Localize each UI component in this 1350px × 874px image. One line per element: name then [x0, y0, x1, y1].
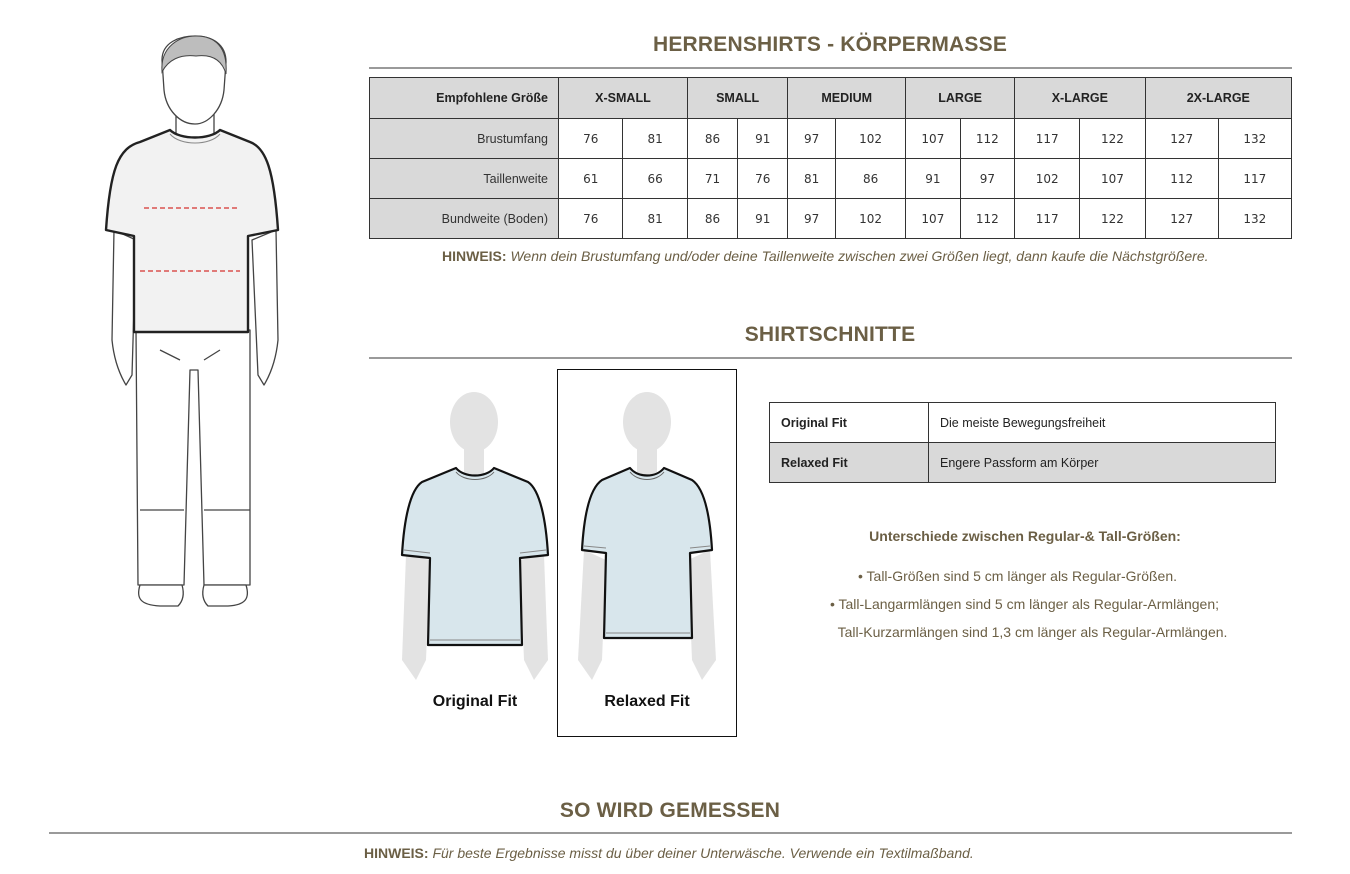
row-label: Bundweite (Boden) [370, 199, 559, 239]
table-cell: 102 [836, 119, 906, 159]
row-label: Brustumfang [370, 119, 559, 159]
table-cell: 117 [1218, 159, 1291, 199]
table-cell: 71 [687, 159, 737, 199]
table-cell: 122 [1080, 199, 1145, 239]
table-cell: 102 [836, 199, 906, 239]
howto-title: SO WIRD GEMESSEN [559, 799, 781, 822]
size-chart-table [369, 77, 1292, 239]
table-cell: 91 [738, 119, 788, 159]
fit-description: Die meiste Bewegungsfreiheit [929, 403, 1276, 443]
relaxed-fit-illustration [570, 390, 724, 690]
table-cell: 102 [1015, 159, 1080, 199]
table-row-taillenweite [370, 159, 1292, 199]
size-header-x-large: X-LARGE [1015, 78, 1145, 119]
regular-tall-line: • Tall-Größen sind 5 cm länger als Regular-Größen. [858, 568, 1177, 584]
size-header-medium: MEDIUM [788, 78, 906, 119]
fit-description: Engere Passform am Körper [929, 443, 1276, 483]
table-cell: 76 [738, 159, 788, 199]
note-text: Wenn dein Brustumfang und/oder deine Taillenweite zwischen zwei Größen liegt, dann kaufe die Nächstgrößere. [506, 248, 1209, 264]
relaxed-fit-label: Relaxed Fit [604, 693, 690, 710]
table-cell: 81 [788, 159, 836, 199]
measures-title: HERRENSHIRTS - KÖRPERMASSE [652, 33, 1008, 56]
howto-title-rule [49, 832, 1292, 834]
fit-name: Relaxed Fit [770, 443, 929, 483]
table-cell: 81 [623, 199, 687, 239]
table-cell: 76 [559, 199, 623, 239]
table-row [770, 443, 1276, 483]
table-cell: 107 [1080, 159, 1145, 199]
size-header-2x-large: 2X-LARGE [1145, 78, 1291, 119]
table-cell: 117 [1015, 119, 1080, 159]
table-row [770, 403, 1276, 443]
fits-title-rule [369, 357, 1292, 359]
regular-tall-line: • Tall-Langarmlängen sind 5 cm länger als Regular-Armlängen; [829, 596, 1220, 612]
howto-note [364, 845, 974, 861]
measures-note [442, 248, 1209, 264]
row-label: Taillenweite [370, 159, 559, 199]
regular-tall-title: Unterschiede zwischen Regular-& Tall-Größen: [869, 528, 1181, 544]
table-cell: 107 [906, 119, 960, 159]
table-cell: 91 [906, 159, 960, 199]
fit-table [769, 402, 1276, 483]
table-cell: 97 [960, 159, 1014, 199]
regular-tall-line: Tall-Kurzarmlängen sind 1,3 cm länger als Regular-Armlängen. [837, 624, 1228, 640]
original-fit-illustration [398, 390, 552, 690]
table-cell: 86 [687, 119, 737, 159]
table-row-bundweite [370, 199, 1292, 239]
table-cell: 132 [1218, 199, 1291, 239]
table-cell: 107 [906, 199, 960, 239]
size-header-large: LARGE [906, 78, 1015, 119]
note-text: Für beste Ergebnisse misst du über deiner Unterwäsche. Verwende ein Textilmaßband. [428, 845, 974, 861]
fits-title: SHIRTSCHNITTE [744, 323, 916, 346]
table-cell: 97 [788, 119, 836, 159]
size-header-x-small: X-SMALL [559, 78, 688, 119]
original-fit-label: Original Fit [432, 693, 518, 710]
table-cell: 127 [1145, 199, 1218, 239]
table-cell: 117 [1015, 199, 1080, 239]
measures-title-rule [369, 67, 1292, 69]
table-cell: 112 [960, 199, 1014, 239]
table-cell: 112 [1145, 159, 1218, 199]
table-cell: 132 [1218, 119, 1291, 159]
size-chart-header-label: Empfohlene Größe [370, 78, 559, 119]
table-cell: 122 [1080, 119, 1145, 159]
table-cell: 86 [836, 159, 906, 199]
note-label: HINWEIS: [364, 845, 429, 861]
table-cell: 86 [687, 199, 737, 239]
table-cell: 61 [559, 159, 623, 199]
table-row-brustumfang [370, 119, 1292, 159]
table-cell: 66 [623, 159, 687, 199]
table-cell: 127 [1145, 119, 1218, 159]
note-label: HINWEIS: [442, 248, 507, 264]
size-header-small: SMALL [687, 78, 787, 119]
table-cell: 97 [788, 199, 836, 239]
table-cell: 91 [738, 199, 788, 239]
size-chart-header-row [370, 78, 1292, 119]
table-cell: 112 [960, 119, 1014, 159]
table-cell: 81 [623, 119, 687, 159]
body-figure-illustration [100, 30, 290, 615]
fit-name: Original Fit [770, 403, 929, 443]
table-cell: 76 [559, 119, 623, 159]
